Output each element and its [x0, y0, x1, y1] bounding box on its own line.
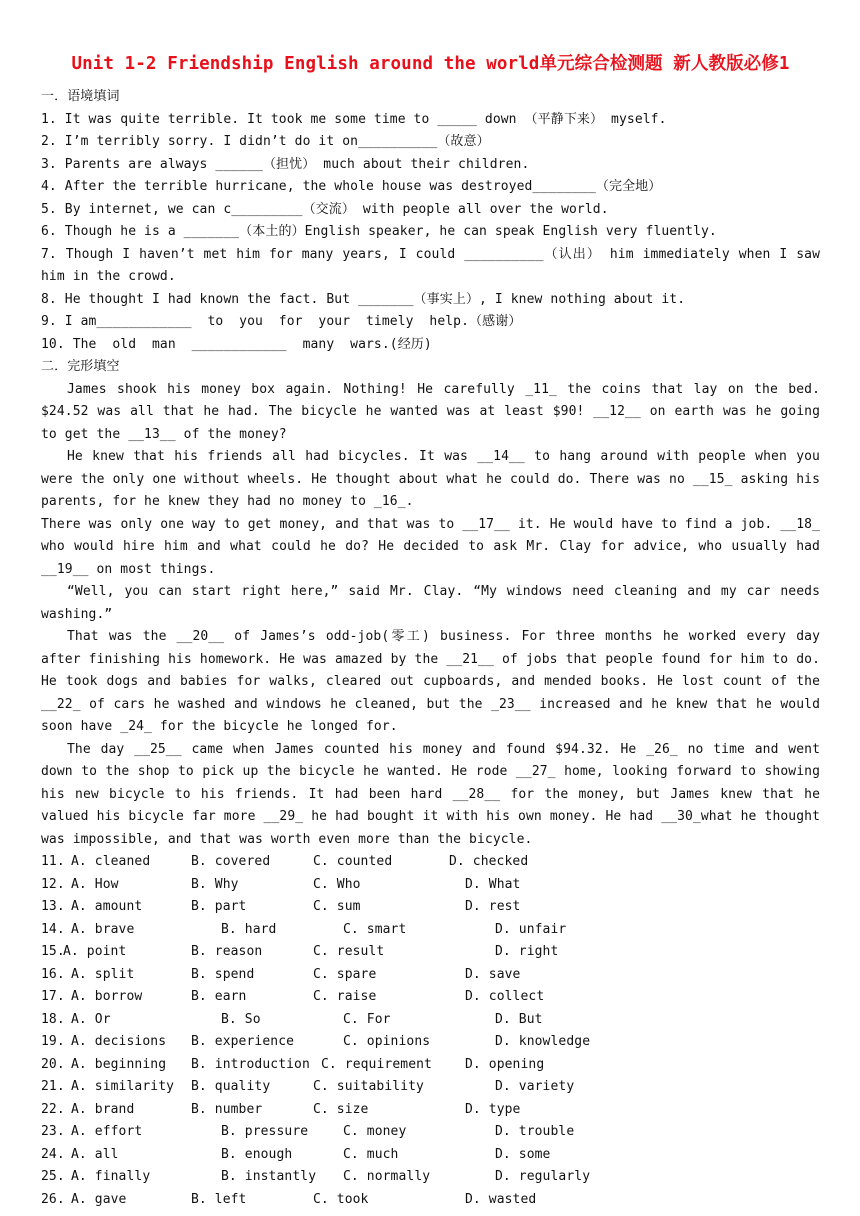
- option-b: B. reason: [191, 944, 263, 959]
- option-row: [41, 964, 820, 987]
- cloze-paragraph-2: He knew that his friends all had bicycles. It was __14__ to hang around with people when you were the only one without wheels. He thought about what he could do. There was no __15_ asking his parents, for he knew they had no money to _16_.: [41, 449, 820, 509]
- option-d: D. regularly: [495, 1169, 591, 1184]
- option-row: [41, 1144, 820, 1167]
- option-b: B. pressure: [221, 1124, 309, 1139]
- question-number: 11.: [41, 854, 65, 869]
- option-a: A. cleaned: [71, 854, 151, 869]
- option-b: B. Why: [191, 876, 239, 892]
- fill-item-9: 9. I am____________ to you for your timely help.（感谢）: [41, 314, 522, 329]
- fill-item-10: 10. The old man ____________ many wars.(经历): [41, 336, 432, 352]
- option-d: D. type: [465, 1101, 521, 1117]
- fill-item-4: 4. After the terrible hurricane, the whole house was destroyed________（完全地）: [41, 179, 662, 194]
- option-c: C. suitability: [313, 1079, 424, 1094]
- option-a: A. similarity: [71, 1079, 175, 1094]
- option-b: B. number: [191, 1101, 263, 1117]
- question-number: 21.: [41, 1079, 65, 1094]
- option-a: A. Or: [71, 1011, 111, 1027]
- question-number: 17.: [41, 989, 65, 1004]
- option-b: B. earn: [191, 989, 247, 1004]
- option-a: A. split: [71, 966, 135, 982]
- option-a: A. beginning: [71, 1056, 167, 1072]
- option-a: A. all: [71, 1146, 119, 1162]
- option-c: C. money: [343, 1124, 407, 1139]
- option-row: [41, 941, 820, 964]
- fill-item-5: 5. By internet, we can c_________（交流） with people all over the world.: [41, 201, 609, 217]
- option-b: B. covered: [191, 854, 271, 869]
- question-number: 14.: [41, 921, 65, 937]
- option-b: B. enough: [221, 1146, 293, 1162]
- question-number: 12.: [41, 876, 65, 892]
- fill-item-2: 2. I’m terribly sorry. I didn’t do it on__________（故意）: [41, 134, 490, 149]
- option-d: D. But: [495, 1011, 543, 1027]
- option-a: A. point: [63, 944, 127, 959]
- option-c: C. Who: [313, 876, 361, 892]
- question-number: 13.: [41, 899, 65, 914]
- question-number: 20.: [41, 1056, 65, 1072]
- option-row: [41, 919, 820, 942]
- cloze-paragraph-6: The day __25__ came when James counted his money and found $94.32. He _26_ no time and went down to the shop to pick up the bicycle he wanted. He rode __27_ home, looking forward to showing his new bicycle to his friends. It had been hard __28__ for the money, but James knew that he valued his bicycle far more __29_ he had bought it with his own money. He had __30_what he thought was impossible, and that was worth even more than the bicycle.: [41, 741, 820, 847]
- option-a: A. brave: [71, 921, 135, 937]
- option-a: A. How: [71, 876, 119, 892]
- question-number: 22.: [41, 1101, 65, 1117]
- option-d: D. rest: [465, 899, 521, 914]
- option-c: C. counted: [313, 854, 393, 869]
- option-row: [41, 1076, 820, 1099]
- section1-heading: 一．语境填词: [41, 89, 120, 104]
- option-row: [41, 986, 820, 1009]
- cloze-paragraph-3: There was only one way to get money, and that was to __17__ it. He would have to find a job. __18_ who would hire him and what could he do? He decided to ask Mr. Clay for advice, who usually had __19__ on most things.: [41, 516, 820, 577]
- question-number: 24.: [41, 1146, 65, 1162]
- question-number: 19.: [41, 1034, 65, 1049]
- fill-item-7: 7. Though I haven’t met him for many years, I could __________（认出） him immediately when I saw him in the crowd.: [41, 246, 828, 284]
- option-c: C. size: [313, 1101, 369, 1117]
- option-d: D. save: [465, 966, 521, 982]
- option-row: [41, 874, 820, 897]
- cloze-paragraph-1: James shook his money box again. Nothing! He carefully _11_ the coins that lay on the bed. $24.52 was all that he had. The bicycle he wanted was at least $90! __12__ on earth was he going to get the __13__ of the money?: [41, 381, 820, 442]
- option-b: B. left: [191, 1191, 247, 1207]
- option-row: [41, 1031, 820, 1054]
- option-d: D. trouble: [495, 1124, 575, 1139]
- option-row: [41, 1166, 820, 1189]
- option-b: B. instantly: [221, 1169, 317, 1184]
- option-b: B. quality: [191, 1079, 271, 1094]
- cloze-paragraph-4: “Well, you can start right here,” said Mr. Clay. “My windows need cleaning and my car needs washing.”: [41, 584, 820, 622]
- option-c: C. took: [313, 1191, 369, 1207]
- option-d: D. variety: [495, 1079, 575, 1094]
- option-row: [41, 851, 820, 874]
- option-a: A. gave: [71, 1191, 127, 1207]
- option-d: D. opening: [465, 1056, 545, 1072]
- option-a: A. amount: [71, 899, 143, 914]
- question-number: 23.: [41, 1124, 65, 1139]
- option-c: C. For: [343, 1011, 391, 1027]
- question-number: 16.: [41, 966, 65, 982]
- option-a: A. borrow: [71, 989, 143, 1004]
- question-number: 18.: [41, 1011, 65, 1027]
- option-row: [41, 1009, 820, 1032]
- option-d: D. knowledge: [495, 1034, 591, 1049]
- option-d: D. wasted: [465, 1191, 537, 1207]
- option-c: C. raise: [313, 989, 377, 1004]
- option-b: B. part: [191, 899, 247, 914]
- option-row: [41, 1054, 820, 1077]
- question-number: 25.: [41, 1169, 65, 1184]
- cloze-options-list: [41, 851, 820, 1211]
- option-row: [41, 1121, 820, 1144]
- option-b: B. So: [221, 1011, 261, 1027]
- option-d: D. checked: [449, 854, 529, 869]
- option-row: [41, 1099, 820, 1122]
- option-a: A. finally: [71, 1169, 151, 1184]
- fill-item-1: 1. It was quite terrible. It took me some time to _____ down （平静下来） myself.: [41, 111, 667, 127]
- option-a: A. effort: [71, 1124, 143, 1139]
- section2-heading: 二．完形填空: [41, 359, 120, 374]
- option-row: [41, 896, 820, 919]
- question-number: 15.: [41, 944, 65, 959]
- option-c: C. opinions: [343, 1034, 431, 1049]
- option-a: A. decisions: [71, 1034, 167, 1049]
- option-b: B. spend: [191, 966, 255, 982]
- option-d: D. right: [495, 944, 559, 959]
- option-b: B. introduction: [191, 1056, 310, 1072]
- document-title: Unit 1-2 Friendship English around the world单元综合检测题 新人教版必修1: [71, 54, 790, 74]
- option-d: D. What: [465, 876, 521, 892]
- option-d: D. collect: [465, 989, 545, 1004]
- option-row: [41, 1189, 820, 1212]
- option-c: C. sum: [313, 899, 361, 914]
- fill-item-6: 6. Though he is a _______（本土的）English speaker, he can speak English very fluently.: [41, 224, 717, 239]
- fill-item-8: 8. He thought I had known the fact. But _______（事实上）, I knew nothing about it.: [41, 291, 686, 307]
- option-c: C. normally: [343, 1169, 431, 1184]
- option-c: C. much: [343, 1146, 399, 1162]
- option-c: C. result: [313, 944, 385, 959]
- cloze-paragraph-5: That was the __20__ of James’s odd-job(零工) business. For three months he worked every day after finishing his homework. He was amazed by the __21__ of jobs that people found for him to do. He took dogs and babies for walks, cleared out cupboards, and mended books. He lost count of the __22_ of cars he washed and windows he cleaned, but the _23__ increased and he knew that he would soon have _24_ for the bicycle he longed for.: [41, 629, 820, 734]
- option-c: C. spare: [313, 966, 377, 982]
- option-b: B. experience: [191, 1034, 295, 1049]
- option-d: D. some: [495, 1146, 551, 1162]
- option-c: C. smart: [343, 921, 407, 937]
- option-b: B. hard: [221, 921, 277, 937]
- option-c: C. requirement: [321, 1056, 432, 1072]
- option-d: D. unfair: [495, 921, 567, 937]
- question-number: 26.: [41, 1191, 65, 1207]
- option-a: A. brand: [71, 1101, 135, 1117]
- fill-item-3: 3. Parents are always ______（担忧） much about their children.: [41, 156, 530, 172]
